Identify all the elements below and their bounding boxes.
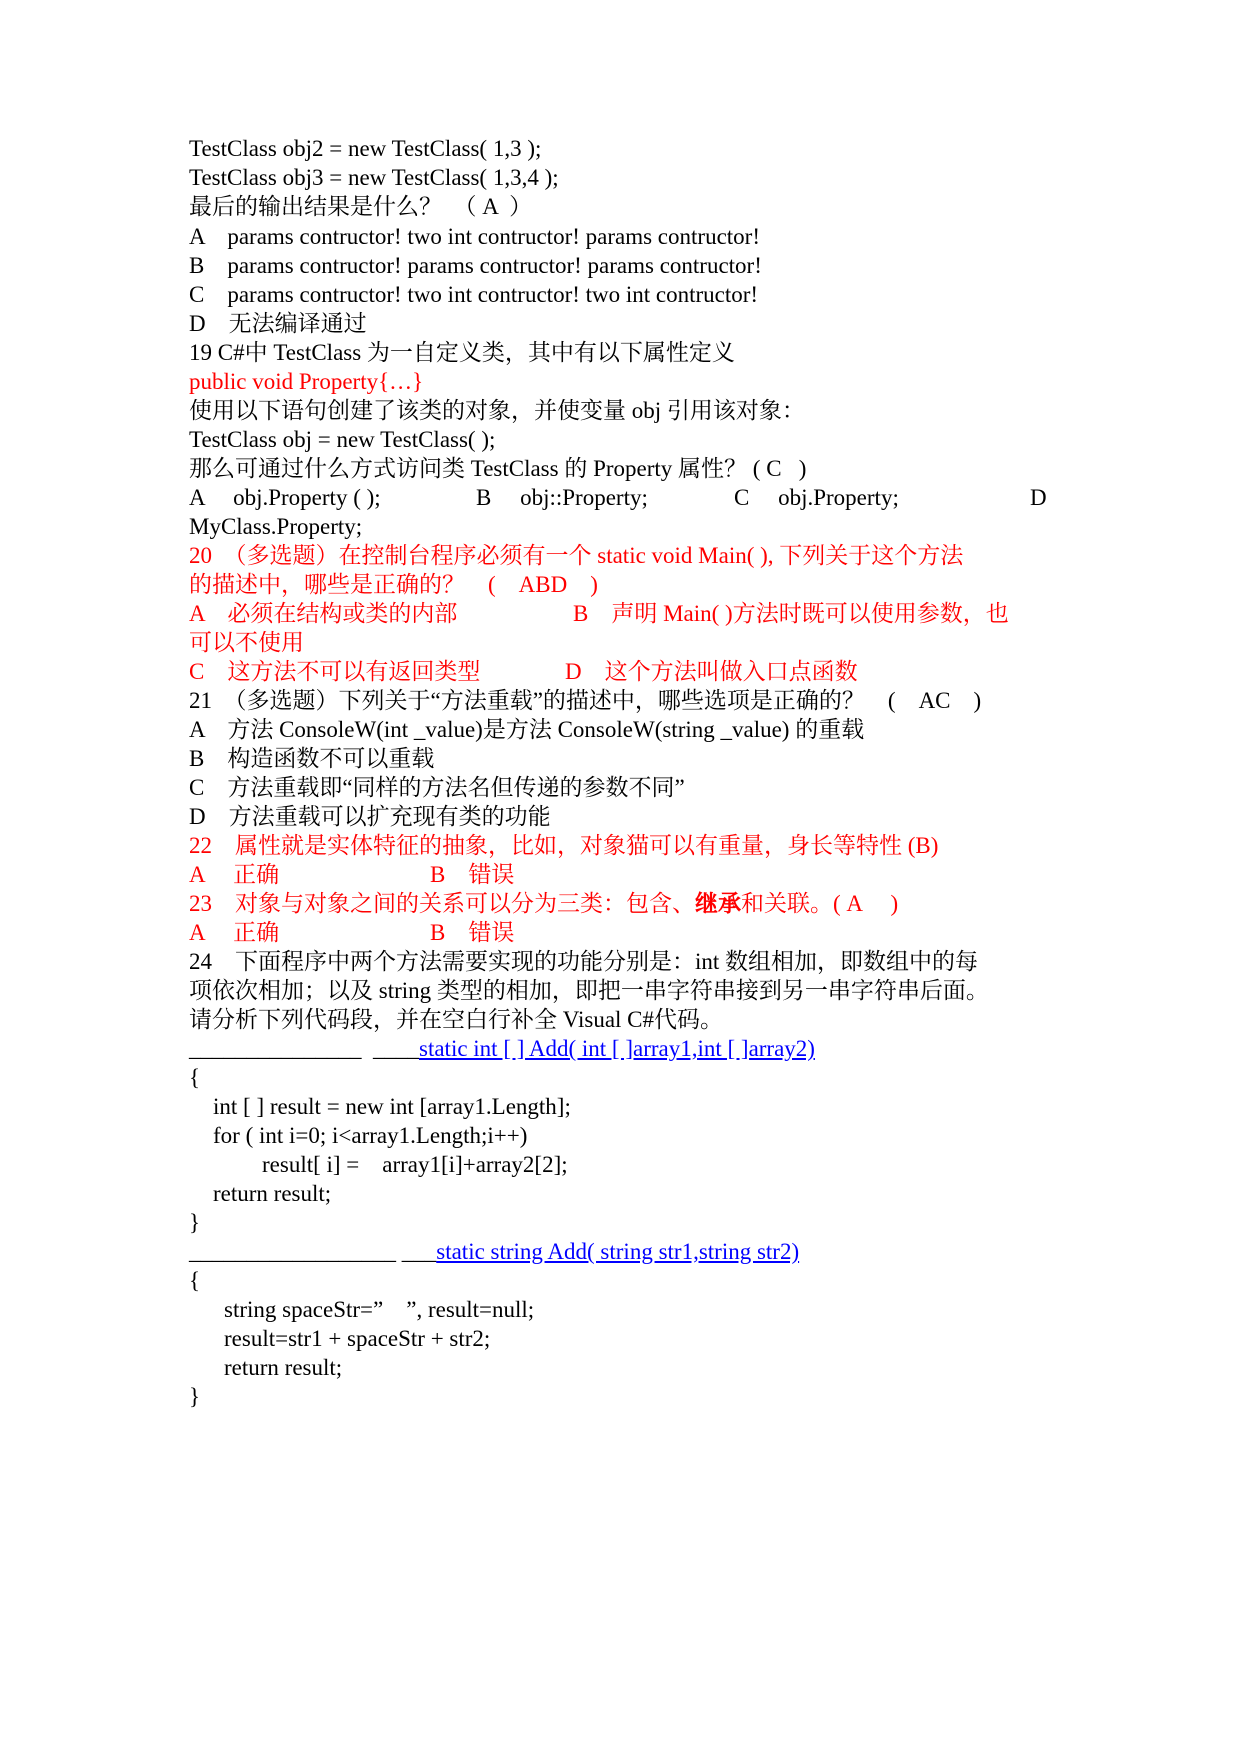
q18-option-d: D 无法编译通过 (189, 311, 367, 336)
q18-option-a: A params contructor! two int contructor! params contructor! (189, 224, 760, 249)
answer-signature-int-add: static int [ ] Add( int [ ]array1,int [ ]array2) (419, 1036, 815, 1061)
q20-option-c: C 这方法不可以有返回类型 (189, 659, 481, 684)
code-answer-line-2 (189, 1236, 799, 1268)
q22-option-b: B 错误 (430, 862, 515, 887)
q19-title: 19 C#中 TestClass 为一自定义类，其中有以下属性定义 (189, 340, 735, 365)
q22-option-a: A 正确 (189, 862, 280, 887)
q19-option-a: A obj.Property ( ); (189, 485, 381, 510)
q21-option-c: C 方法重载即“同样的方法名但传递的参数不同” (189, 775, 685, 800)
code-line: for ( int i=0; i<array1.Length;i++) (213, 1123, 528, 1148)
code-answer-line-1 (189, 1033, 815, 1065)
q19-option-d: MyClass.Property; (189, 514, 363, 539)
answer-signature-string-add: static string Add( string str1,string str2) (436, 1239, 800, 1264)
code-line: string spaceStr=” ”, result=null; (224, 1297, 535, 1322)
blank-line: _______________ ____ (189, 1036, 419, 1061)
q23-text-end: 和关联。( A ) (741, 891, 899, 916)
q20-option-b-cont: 可以不使用 (189, 630, 304, 655)
q18-prompt: 最后的输出结果是什么？ （ A ） (189, 194, 533, 219)
q20-option-d: D 这个方法叫做入口点函数 (565, 659, 858, 684)
q23-title (189, 888, 898, 920)
code-line: result=str1 + spaceStr + str2; (224, 1326, 491, 1351)
q21-option-a: A 方法 ConsoleW(int _value)是方法 ConsoleW(string _value) 的重载 (189, 717, 865, 742)
q19-option-d-label: D (1030, 485, 1047, 510)
code-line-obj3: TestClass obj3 = new TestClass( 1,3,4 ); (189, 165, 559, 190)
q19-text: 使用以下语句创建了该类的对象，并使变量 obj 引用该对象： (189, 398, 805, 423)
q20-option-a: A 必须在结构或类的内部 (189, 601, 458, 626)
code-line: int [ ] result = new int [array1.Length]; (213, 1094, 571, 1119)
code-brace-open: { (189, 1268, 201, 1293)
code-brace-close: } (189, 1210, 201, 1235)
q21-option-b: B 构造函数不可以重载 (189, 746, 435, 771)
q23-option-b: B 错误 (430, 920, 515, 945)
q23-option-a: A 正确 (189, 920, 280, 945)
q23-emphasis: 继承 (695, 891, 741, 916)
q19-option-c: C obj.Property; (734, 485, 899, 510)
q18-option-c: C params contructor! two int contructor! two int contructor! (189, 282, 759, 307)
code-line-obj2: TestClass obj2 = new TestClass( 1,3 ); (189, 136, 542, 161)
code-brace-close: } (189, 1384, 201, 1409)
q21-title: 21 （多选题）下列关于“方法重载”的描述中，哪些选项是正确的？ ( AC ) (189, 688, 982, 713)
blank-line: __________________ ___ (189, 1239, 437, 1264)
q19-prompt: 那么可通过什么方式访问类 TestClass 的 Property 属性？ ( C ) (189, 456, 807, 481)
q19-code: TestClass obj = new TestClass( ); (189, 427, 496, 452)
q20-prompt: 的描述中，哪些是正确的？ ( ABD ) (189, 572, 598, 597)
code-brace-open: { (189, 1065, 201, 1090)
q22-title: 22 属性就是实体特征的抽象，比如，对象猫可以有重量，身长等特性 (B) (189, 833, 939, 858)
q20-option-b: B 声明 Main( )方法时既可以使用参数，也 (573, 601, 1009, 626)
q19-property-code: public void Property{…} (189, 369, 424, 394)
code-line: return result; (224, 1355, 343, 1380)
q24-instruction: 请分析下列代码段，并在空白行补全 Visual C#代码。 (189, 1007, 724, 1032)
code-line: return result; (213, 1181, 332, 1206)
q23-text-start: 23 对象与对象之间的关系可以分为三类：包含、 (189, 891, 695, 916)
q20-title: 20 （多选题）在控制台程序必须有一个 static void Main( ), 下列关于这个方法 (189, 543, 964, 568)
q21-option-d: D 方法重载可以扩充现有类的功能 (189, 804, 551, 829)
code-line: result[ i] = array1[i]+array2[2]; (262, 1152, 568, 1177)
q24-text: 项依次相加；以及 string 类型的相加，即把一串字符串接到另一串字符串后面。 (189, 978, 989, 1003)
q19-option-b: B obj::Property; (476, 485, 648, 510)
q18-option-b: B params contructor! params contructor! params contructor! (189, 253, 762, 278)
q24-title: 24 下面程序中两个方法需要实现的功能分别是：int 数组相加，即数组中的每 (189, 949, 979, 974)
